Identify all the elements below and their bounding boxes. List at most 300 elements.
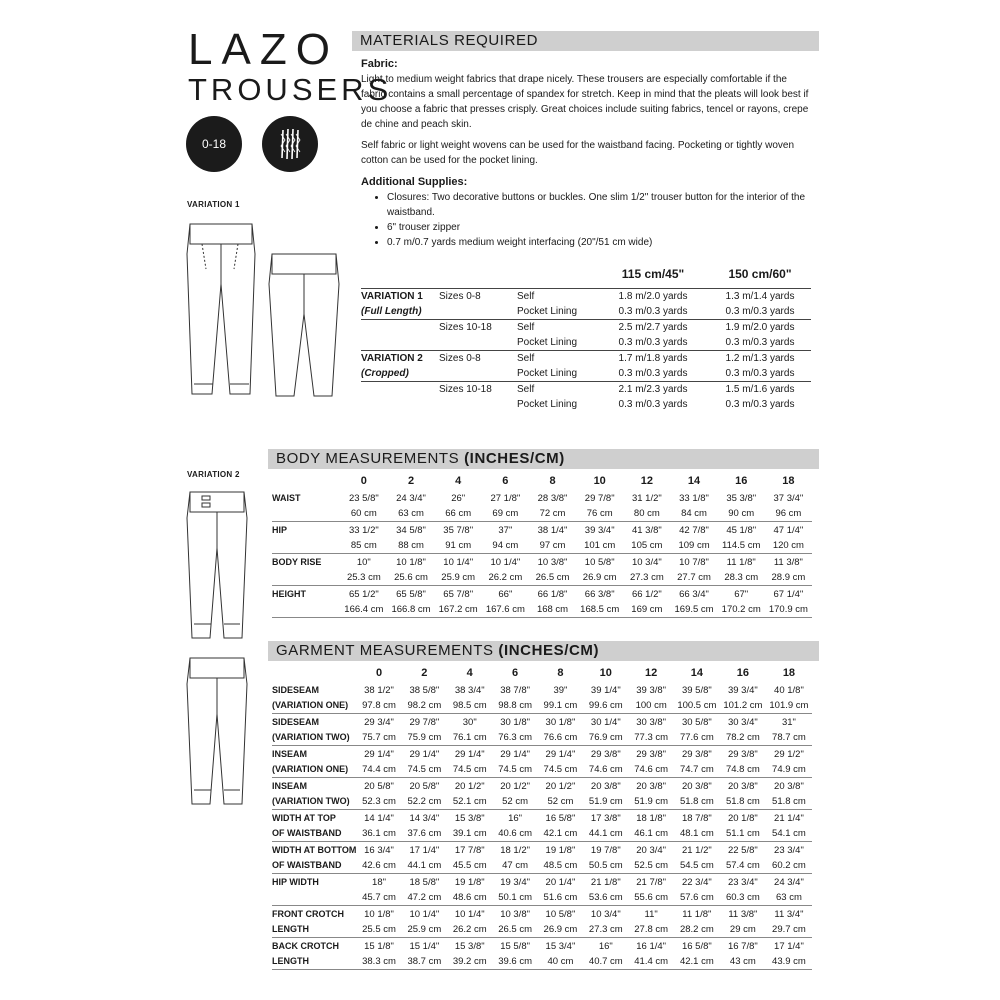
cm-value: 44.1 cm xyxy=(402,858,447,874)
measurement-row-inches xyxy=(272,938,812,955)
cm-value: 39.6 cm xyxy=(492,954,537,970)
inch-value: 11 1/8" xyxy=(682,909,712,920)
cm-value: 45.7 cm xyxy=(356,890,401,906)
fabric-table-row xyxy=(361,304,811,320)
cm-value: 91 cm xyxy=(435,538,482,554)
inch-value: 21 7/8" xyxy=(636,877,667,888)
inch-value: 38 5/8" xyxy=(409,685,440,696)
cm-value: 97 cm xyxy=(529,538,576,554)
inch-value: 10 5/8" xyxy=(584,557,615,568)
measurement-row-cm xyxy=(272,890,812,906)
cm-value: 97.8 cm xyxy=(356,698,401,714)
inch-value: 10 7/8" xyxy=(679,557,709,568)
cm-value: 42.1 cm xyxy=(674,954,720,970)
measurement-row-inches xyxy=(272,874,812,891)
inch-value: 31" xyxy=(781,717,796,728)
cm-value: 29 cm xyxy=(720,922,766,938)
cm-value: 166.8 cm xyxy=(387,602,434,618)
cm-value: 60 cm xyxy=(340,506,387,522)
inch-value: 23 5/8" xyxy=(348,493,379,504)
variation-name-cell: (Full Length) xyxy=(361,306,422,317)
cm-value: 47.2 cm xyxy=(402,890,447,906)
measurement-label-sub xyxy=(272,538,340,554)
fabric-table-row xyxy=(361,351,811,367)
measurement-row-cm xyxy=(272,698,812,714)
garment-measurements-header xyxy=(268,641,819,661)
cm-value: 85 cm xyxy=(340,538,387,554)
inch-value: 67 1/4" xyxy=(773,589,804,600)
cm-value: 63 cm xyxy=(766,890,812,906)
inch-value: 10 3/8" xyxy=(500,909,530,920)
size-header-18: 18 xyxy=(782,474,795,487)
cm-value: 74.5 cm xyxy=(492,762,537,778)
measurement-row-cm xyxy=(272,570,812,586)
cm-value: 51.8 cm xyxy=(720,794,766,810)
cm-value: 120 cm xyxy=(765,538,812,554)
inch-value: 18 5/8" xyxy=(409,877,440,888)
inch-value: 15 3/8" xyxy=(454,941,485,952)
inch-value: 28 3/8" xyxy=(537,493,568,504)
cm-value: 60.2 cm xyxy=(766,858,812,874)
inch-value: 30 5/8" xyxy=(681,717,712,728)
body-header-unit: (INCHES/CM) xyxy=(464,450,565,467)
inch-value: 39" xyxy=(553,685,568,696)
fabric-table-row xyxy=(361,397,811,412)
cm-value: 52.3 cm xyxy=(356,794,401,810)
size-header-blank xyxy=(272,664,356,682)
inch-value: 29 1/4" xyxy=(500,749,530,760)
inch-value: 10 1/4" xyxy=(454,909,485,920)
size-header-row xyxy=(272,664,812,682)
cm-value: 94 cm xyxy=(482,538,529,554)
inch-value: 29 7/8" xyxy=(409,717,440,728)
measurement-label: FRONT CROTCH xyxy=(272,909,344,919)
inch-value: 18 1/2" xyxy=(500,845,530,856)
cm-value: 50.1 cm xyxy=(492,890,537,906)
inch-value: 20 3/8" xyxy=(727,781,758,792)
inch-value: 33 1/8" xyxy=(679,493,709,504)
variation-2-label: VARIATION 2 xyxy=(187,470,240,479)
facing-description: Self fabric or light weight wovens can be used for the waistband facing. Pocketing or tightly woven cotton can be used for the pocket lining. xyxy=(361,140,795,166)
yardage-115-cell: 0.3 m/0.3 yards xyxy=(618,337,688,348)
cm-value: 69 cm xyxy=(482,506,529,522)
inch-value: 37" xyxy=(498,525,513,536)
inch-value: 14 1/4" xyxy=(364,813,394,824)
measurement-label-sub: LENGTH xyxy=(272,954,356,970)
measurement-label-sub: (VARIATION ONE) xyxy=(272,698,356,714)
inch-value: 16 5/8" xyxy=(545,813,576,824)
cm-value: 48.6 cm xyxy=(447,890,492,906)
inch-value: 11 1/8" xyxy=(726,557,756,568)
inch-value: 24 3/4" xyxy=(396,493,426,504)
inch-value: 15 1/8" xyxy=(364,941,394,952)
cm-value: 28.3 cm xyxy=(718,570,765,586)
cm-value: 43 cm xyxy=(720,954,766,970)
cm-value: 27.3 cm xyxy=(583,922,628,938)
fabric-table-row xyxy=(361,335,811,351)
inch-value: 10 5/8" xyxy=(545,909,576,920)
cm-value: 101.2 cm xyxy=(720,698,766,714)
measurement-label: INSEAM xyxy=(272,781,308,791)
measurement-row-cm xyxy=(272,826,812,842)
inch-value: 29 1/4" xyxy=(454,749,485,760)
inch-value: 20 1/2" xyxy=(454,781,485,792)
inch-value: 38 7/8" xyxy=(500,685,530,696)
cm-value: 29.7 cm xyxy=(766,922,812,938)
yardage-150-cell: 0.3 m/0.3 yards xyxy=(725,399,795,410)
size-header-14: 14 xyxy=(690,666,703,679)
inch-value: 29 3/8" xyxy=(590,749,621,760)
cm-value: 74.5 cm xyxy=(402,762,447,778)
inch-value: 30 3/4" xyxy=(727,717,758,728)
measurement-row-inches xyxy=(272,490,812,506)
inch-value: 16 5/8" xyxy=(681,941,712,952)
inch-value: 31 1/2" xyxy=(631,493,662,504)
size-header-4: 4 xyxy=(466,666,473,679)
cm-value: 26.5 cm xyxy=(492,922,537,938)
inch-value: 65 5/8" xyxy=(396,589,426,600)
measurement-row-inches xyxy=(272,842,812,859)
inch-value: 30 1/4" xyxy=(590,717,621,728)
cm-value: 42.6 cm xyxy=(356,858,401,874)
cm-value: 80 cm xyxy=(623,506,670,522)
fabric-item-cell: Self xyxy=(517,382,597,398)
cm-value: 63 cm xyxy=(387,506,434,522)
inch-value: 40 1/8" xyxy=(774,685,804,696)
inch-value: 15 1/4" xyxy=(409,941,440,952)
inch-value: 10 1/8" xyxy=(364,909,394,920)
cm-value: 26.9 cm xyxy=(576,570,623,586)
inch-value: 24 3/4" xyxy=(774,877,804,888)
cm-value: 74.7 cm xyxy=(674,762,720,778)
cm-value: 52.1 cm xyxy=(447,794,492,810)
cm-value: 50.5 cm xyxy=(583,858,628,874)
size-header-4: 4 xyxy=(455,474,462,487)
cm-value: 168 cm xyxy=(529,602,576,618)
size-header-2: 2 xyxy=(407,474,415,487)
supplies-heading: Additional Supplies: xyxy=(361,176,468,188)
size-header-14: 14 xyxy=(687,474,701,487)
inch-value: 30 3/8" xyxy=(636,717,667,728)
cm-value: 72 cm xyxy=(529,506,576,522)
cm-value: 53.6 cm xyxy=(583,890,628,906)
measurement-row-inches xyxy=(272,906,812,923)
inch-value: 34 5/8" xyxy=(396,525,426,536)
cm-value: 41.4 cm xyxy=(628,954,673,970)
inch-value: 20 3/8" xyxy=(774,781,804,792)
inch-value: 39 3/8" xyxy=(636,685,667,696)
materials-header: MATERIALS REQUIRED xyxy=(352,31,819,51)
measurement-row-inches xyxy=(272,682,812,698)
inch-value: 16 1/4" xyxy=(636,941,667,952)
inch-value: 29 1/4" xyxy=(545,749,576,760)
inch-value: 16" xyxy=(508,813,523,824)
size-range-cell xyxy=(439,366,517,382)
cm-value: 36.1 cm xyxy=(356,826,401,842)
cm-value: 74.6 cm xyxy=(583,762,628,778)
cm-value: 28.2 cm xyxy=(674,922,720,938)
inch-value: 39 3/4" xyxy=(727,685,758,696)
size-header-0: 0 xyxy=(360,474,367,487)
yardage-115-cell: 2.1 m/2.3 yards xyxy=(597,382,709,398)
cm-value: 39.1 cm xyxy=(447,826,492,842)
cm-value: 109 cm xyxy=(670,538,717,554)
variation-name-cell xyxy=(361,397,439,412)
size-range-cell xyxy=(439,304,517,320)
size-range-text: 0-18 xyxy=(201,137,227,151)
inch-value: 20 1/2" xyxy=(545,781,576,792)
measurement-row-cm xyxy=(272,794,812,810)
size-range-cell: Sizes 0-8 xyxy=(439,351,517,367)
body-header-title: BODY MEASUREMENTS xyxy=(276,450,460,467)
variation-name-cell: (Cropped) xyxy=(361,368,409,379)
cm-value: 47 cm xyxy=(492,858,537,874)
cm-value: 76 cm xyxy=(576,506,623,522)
cm-value: 75.9 cm xyxy=(402,730,447,746)
measurement-label: HEIGHT xyxy=(272,589,307,599)
inch-value: 27 1/8" xyxy=(490,493,521,504)
size-header-16: 16 xyxy=(735,474,748,487)
cm-value: 114.5 cm xyxy=(718,538,765,554)
inch-value: 18" xyxy=(372,877,386,888)
yardage-115-cell: 1.7 m/1.8 yards xyxy=(597,351,709,367)
fabric-item-cell: Pocket Lining xyxy=(517,399,578,410)
body-measurements-table xyxy=(272,472,812,618)
garment-header-unit: (INCHES/CM) xyxy=(498,642,600,659)
variation-name-cell xyxy=(361,320,439,336)
size-header-row xyxy=(272,472,812,490)
cm-value: 25.3 cm xyxy=(340,570,387,586)
measurement-label: INSEAM xyxy=(272,749,308,759)
inch-value: 29 3/8" xyxy=(681,749,712,760)
size-header-6: 6 xyxy=(512,666,519,679)
measurement-row-cm xyxy=(272,922,812,938)
supplies-list xyxy=(371,190,811,250)
measurement-label: HIP WIDTH xyxy=(272,877,319,887)
cm-value: 84 cm xyxy=(670,506,717,522)
inch-value: 10 3/4" xyxy=(590,909,621,920)
inch-value: 19 3/4" xyxy=(500,877,530,888)
cm-value: 98.5 cm xyxy=(447,698,492,714)
cm-value: 170.2 cm xyxy=(718,602,765,618)
measurement-label: WIDTH AT TOP xyxy=(272,813,336,823)
inch-value: 66 3/8" xyxy=(584,589,615,600)
inch-value: 39 1/4" xyxy=(590,685,621,696)
measurement-row-inches xyxy=(272,778,812,795)
yardage-115-cell: 0.3 m/0.3 yards xyxy=(618,399,688,410)
cm-value: 25.6 cm xyxy=(387,570,434,586)
inch-value: 37 3/4" xyxy=(773,493,804,504)
cm-value: 76.3 cm xyxy=(492,730,537,746)
cm-value: 74.5 cm xyxy=(538,762,583,778)
cm-value: 105 cm xyxy=(623,538,670,554)
cm-value: 40.6 cm xyxy=(492,826,537,842)
size-header-6: 6 xyxy=(502,474,509,487)
measurement-row-cm xyxy=(272,762,812,778)
supply-item: • Closures: Two decorative buttons or buckles. One slim 1/2" trouser button for the interior of the waistband. xyxy=(387,190,811,220)
cm-value: 167.6 cm xyxy=(482,602,529,618)
pattern-subtitle: TROUSERS xyxy=(188,72,393,107)
cm-value: 169 cm xyxy=(623,602,670,618)
cm-value: 54.1 cm xyxy=(766,826,812,842)
inch-value: 35 3/8" xyxy=(726,493,757,504)
cm-value: 54.5 cm xyxy=(674,858,720,874)
cm-value: 74.6 cm xyxy=(628,762,673,778)
cm-value: 52 cm xyxy=(492,794,537,810)
size-header-blank xyxy=(272,472,340,490)
inch-value: 65 1/2" xyxy=(348,589,379,600)
inch-value: 18 7/8" xyxy=(681,813,712,824)
cm-value: 96 cm xyxy=(765,506,812,522)
garment-header-title: GARMENT MEASUREMENTS xyxy=(276,642,494,659)
measurement-label-sub xyxy=(272,570,340,586)
cm-value: 74.4 cm xyxy=(356,762,401,778)
cm-value: 168.5 cm xyxy=(576,602,623,618)
cm-value: 26.2 cm xyxy=(482,570,529,586)
cm-value: 26.5 cm xyxy=(529,570,576,586)
cm-value: 42.1 cm xyxy=(538,826,583,842)
cm-value: 37.6 cm xyxy=(402,826,447,842)
cm-value: 167.2 cm xyxy=(435,602,482,618)
cm-value: 26.2 cm xyxy=(447,922,492,938)
inch-value: 10 1/8" xyxy=(396,557,426,568)
width-115-header: 115 cm/45" xyxy=(621,267,685,281)
pattern-title: LAZO xyxy=(188,25,339,74)
cm-value: 57.4 cm xyxy=(720,858,766,874)
measurement-label: BODY RISE xyxy=(272,557,322,567)
inch-value: 11 3/8" xyxy=(773,557,803,568)
inch-value: 21 1/2" xyxy=(681,845,712,856)
cm-value: 60.3 cm xyxy=(720,890,766,906)
garment-measurements-table xyxy=(272,664,812,970)
cm-value: 76.6 cm xyxy=(538,730,583,746)
cm-value: 51.8 cm xyxy=(674,794,720,810)
cm-value: 51.8 cm xyxy=(766,794,812,810)
cm-value: 39.2 cm xyxy=(447,954,492,970)
inch-value: 19 7/8" xyxy=(590,845,621,856)
inch-value: 11 3/4" xyxy=(774,909,804,920)
inch-value: 22 5/8" xyxy=(727,845,758,856)
cm-value: 27.3 cm xyxy=(623,570,670,586)
variation-name-cell xyxy=(361,382,439,398)
measurement-row-inches xyxy=(272,522,812,539)
inch-value: 20 1/2" xyxy=(500,781,530,792)
inch-value: 29 7/8" xyxy=(584,493,615,504)
inch-value: 17 7/8" xyxy=(454,845,485,856)
inch-value: 38 3/4" xyxy=(454,685,485,696)
inch-value: 30 1/8" xyxy=(545,717,576,728)
cm-value: 76.1 cm xyxy=(447,730,492,746)
inch-value: 47 1/4" xyxy=(773,525,804,536)
yardage-150-cell: 0.3 m/0.3 yards xyxy=(725,368,795,379)
yardage-150-cell: 1.2 m/1.3 yards xyxy=(709,351,811,367)
inch-value: 17 1/4" xyxy=(774,941,804,952)
width-150-header: 150 cm/60" xyxy=(728,267,792,281)
inch-value: 67" xyxy=(734,589,749,600)
variation-name-cell: VARIATION 1 xyxy=(361,289,439,305)
cm-value: 66 cm xyxy=(435,506,482,522)
cm-value: 52.2 cm xyxy=(402,794,447,810)
fabric-description: Light to medium weight fabrics that drape nicely. These trousers are especially comfortable if the fabric contains a small percentage of spandex for stretch. Keep in mind that the pleats will look best if you choose a fabric that presses crisply. Great choices include suiting fabrics, tencel or rayons, crepe de chine and peach skin. xyxy=(361,74,809,130)
cm-value: 40.7 cm xyxy=(583,954,628,970)
needles-icon xyxy=(262,116,318,172)
cm-value: 101 cm xyxy=(576,538,623,554)
inch-value: 20 5/8" xyxy=(409,781,440,792)
cm-value: 99.1 cm xyxy=(538,698,583,714)
cm-value: 26.9 cm xyxy=(538,922,583,938)
inch-value: 16 3/4" xyxy=(364,845,394,856)
supply-item: • 0.7 m/0.7 yards medium weight interfacing (20"/51 cm wide) xyxy=(387,235,811,250)
inch-value: 20 5/8" xyxy=(364,781,394,792)
fabric-table-row xyxy=(361,320,811,336)
fabric-item-cell: Pocket Lining xyxy=(517,306,578,317)
cm-value: 100.5 cm xyxy=(674,698,720,714)
inch-value: 26" xyxy=(451,493,466,504)
variation-1-label: VARIATION 1 xyxy=(187,200,240,209)
size-range-cell: Sizes 0-8 xyxy=(439,289,517,305)
yardage-115-cell: 1.8 m/2.0 yards xyxy=(597,289,709,305)
measurement-row-inches xyxy=(272,746,812,763)
cm-value: 57.6 cm xyxy=(674,890,720,906)
inch-value: 10" xyxy=(356,557,371,568)
inch-value: 66 3/4" xyxy=(679,589,709,600)
inch-value: 30 1/8" xyxy=(500,717,530,728)
measurement-row-inches xyxy=(272,714,812,731)
cm-value: 88 cm xyxy=(387,538,434,554)
inch-value: 16" xyxy=(598,941,613,952)
fabric-item-cell: Self xyxy=(517,351,597,367)
cm-value: 74.9 cm xyxy=(766,762,812,778)
inch-value: 11 3/8" xyxy=(728,909,758,920)
size-header-12: 12 xyxy=(645,666,658,679)
measurement-label: BACK CROTCH xyxy=(272,941,339,951)
inch-value: 39 5/8" xyxy=(681,685,712,696)
cm-value: 51.9 cm xyxy=(628,794,673,810)
yardage-150-cell: 1.3 m/1.4 yards xyxy=(709,289,811,305)
inch-value: 10 1/4" xyxy=(409,909,440,920)
cm-value: 27.8 cm xyxy=(628,922,673,938)
size-header-12: 12 xyxy=(640,474,653,487)
inch-value: 14 3/4" xyxy=(409,813,440,824)
measurement-label-sub: (VARIATION ONE) xyxy=(272,762,356,778)
measurement-row-cm xyxy=(272,954,812,970)
size-header-10: 10 xyxy=(593,474,606,487)
measurement-label-sub xyxy=(272,506,340,522)
inch-value: 29 1/2" xyxy=(774,749,804,760)
yardage-150-cell: 0.3 m/0.3 yards xyxy=(725,306,795,317)
inch-value: 38 1/2" xyxy=(364,685,394,696)
yardage-115-cell: 0.3 m/0.3 yards xyxy=(618,368,688,379)
fabric-table-row xyxy=(361,366,811,382)
inch-value: 10 3/4" xyxy=(631,557,662,568)
inch-value: 20 3/8" xyxy=(681,781,712,792)
fabric-yardage-table xyxy=(361,267,811,412)
size-range-cell: Sizes 10-18 xyxy=(439,382,517,398)
measurement-row-cm xyxy=(272,538,812,554)
inch-value: 66 1/8" xyxy=(537,589,568,600)
size-range-badge xyxy=(186,116,242,172)
size-header-8: 8 xyxy=(549,474,556,487)
cm-value: 51.1 cm xyxy=(720,826,766,842)
yardage-115-cell: 0.3 m/0.3 yards xyxy=(618,306,688,317)
cm-value: 40 cm xyxy=(538,954,583,970)
body-measurements-header xyxy=(268,449,819,469)
supply-item: • 6" trouser zipper xyxy=(387,220,811,235)
measurement-label: SIDESEAM xyxy=(272,685,320,695)
measurement-label-sub: (VARIATION TWO) xyxy=(272,794,356,810)
measurement-row-cm xyxy=(272,730,812,746)
cm-value: 78.2 cm xyxy=(720,730,766,746)
